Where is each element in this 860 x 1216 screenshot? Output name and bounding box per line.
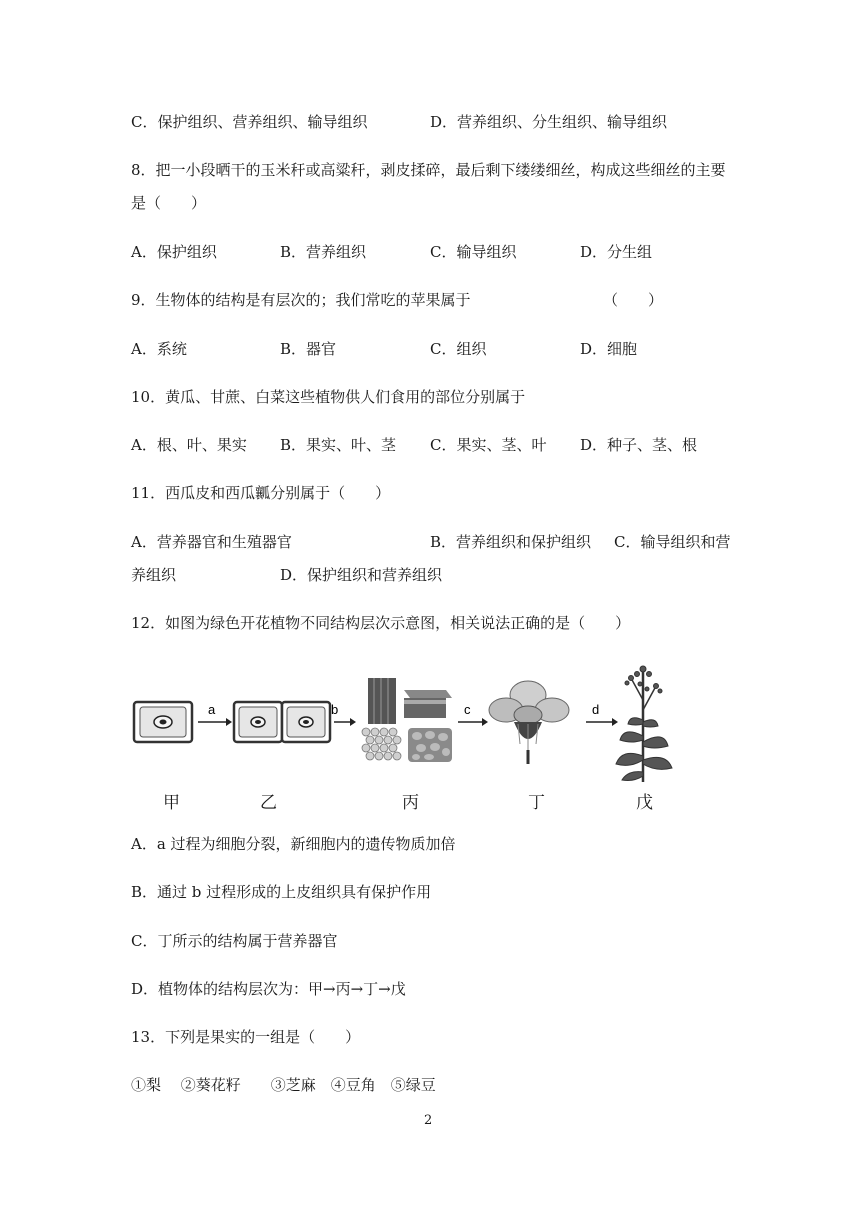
q10-option-c: C．果实、茎、叶 [430,436,547,454]
q7-option-d: D．营养组织、分生组织、输导组织 [430,113,668,131]
arrow-c [458,702,488,726]
figure-label-jia: 甲 [163,793,180,813]
q12-option-c: C．丁所示的结构属于营养器官 [131,932,338,950]
flower-image [489,681,569,764]
arrow-label-d: d [592,702,600,717]
q8-option-a: A．保护组织 [131,243,217,261]
arrow-label-b: b [331,702,339,717]
q12-option-d: D．植物体的结构层次为：甲→丙→丁→戊 [131,980,406,998]
figure-label-bing: 丙 [402,793,419,813]
tissues-image [362,678,452,762]
whole-plant-image [616,666,672,782]
q11-stem: 11．西瓜皮和西瓜瓤分别属于（ ） [131,484,391,502]
arrow-b [331,702,356,726]
q8-option-d: D．分生组 [580,243,653,261]
q11-option-a: A．营养器官和生殖器官 [131,533,292,551]
q8-option-c: C．输导组织 [430,243,517,261]
arrow-label-a: a [208,702,216,717]
q12-option-b: B．通过 b 过程形成的上皮组织具有保护作用 [131,883,432,901]
q9-option-c: C．组织 [430,340,487,358]
dividing-cells-image [234,702,330,742]
q11-option-c-part-2: 养组织 [131,566,177,584]
arrow-a [198,702,232,726]
figure-label-wu: 戊 [636,793,653,813]
q10-option-a: A．根、叶、果实 [131,436,247,454]
arrow-label-c: c [464,702,471,717]
q11-option-b: B．营养组织和保护组织 [430,533,592,551]
q9-option-a: A．系统 [131,340,187,358]
q8-option-b: B．营养组织 [280,243,367,261]
q10-option-d: D．种子、茎、根 [580,436,698,454]
q10-option-b: B．果实、叶、茎 [280,436,397,454]
q7-option-c: C．保护组织、营养组织、输导组织 [131,113,368,131]
q8-stem-line-2: 是（ ） [131,194,207,212]
q11-option-c-part-1: C．输导组织和营 [614,533,731,551]
page-number: 2 [424,1113,433,1128]
q9-option-d: D．细胞 [580,340,638,358]
q11-option-d: D．保护组织和营养组织 [280,566,443,584]
q9-stem: 9．生物体的结构是有层次的；我们常吃的苹果属于 [131,291,471,309]
q8-stem-line-1: 8．把一小段晒干的玉米秆或高粱秆，剥皮揉碎，最后剩下缕缕细丝，构成这些细丝的主要 [131,161,726,179]
q12-option-a: A．a 过程为细胞分裂，新细胞内的遗传物质加倍 [131,835,456,853]
single-cell-image [134,702,192,742]
q12-stem: 12．如图为绿色开花植物不同结构层次示意图，相关说法正确的是（ ） [131,614,631,632]
figure-label-yi: 乙 [260,793,277,813]
q10-stem: 10．黄瓜、甘蔗、白菜这些植物供人们食用的部位分别属于 [131,388,526,406]
q9-option-b: B．器官 [280,340,337,358]
q13-items: ①梨 ②葵花籽 ③芝麻 ④豆角 ⑤绿豆 [131,1076,436,1094]
figure-label-ding: 丁 [528,793,545,813]
arrow-d [586,702,618,726]
q13-stem: 13．下列是果实的一组是（ ） [131,1028,361,1046]
q9-answer-bracket: （ ） [603,291,664,309]
